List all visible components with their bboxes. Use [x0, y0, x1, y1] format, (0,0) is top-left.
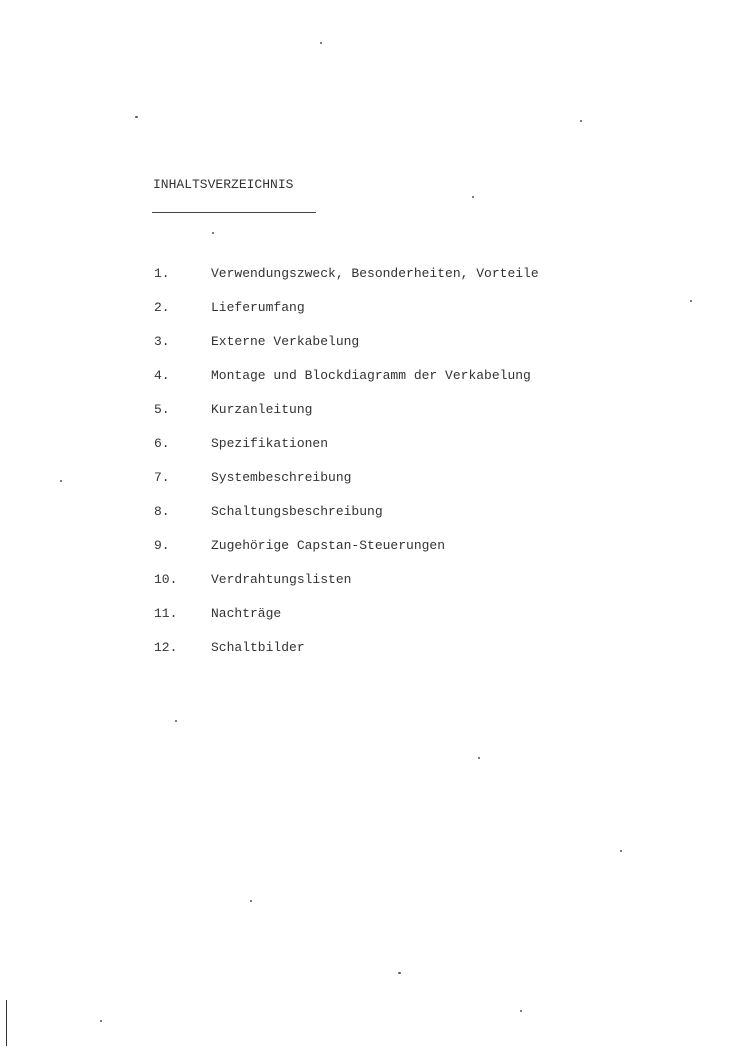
- scan-speck: [398, 972, 401, 974]
- scan-speck: [135, 116, 138, 118]
- scan-speck: [60, 480, 62, 482]
- toc-entry-number: 7.: [154, 470, 170, 485]
- toc-entry: [0, 640, 744, 660]
- toc-entry-title: Spezifikationen: [211, 436, 329, 451]
- toc-entry-title: Nachträge: [211, 606, 282, 621]
- scan-speck: [100, 1020, 102, 1022]
- toc-entry-title: Verdrahtungslisten: [211, 572, 352, 587]
- toc-entry-title: Verwendungszweck, Besonderheiten, Vorteile: [211, 266, 539, 281]
- toc-entry-number: 9.: [154, 538, 170, 553]
- toc-entry: [0, 300, 744, 320]
- scan-speck: [250, 900, 252, 902]
- scan-speck: [478, 757, 480, 759]
- scan-speck: [520, 1010, 522, 1012]
- page-title: INHALTSVERZEICHNIS: [153, 177, 294, 192]
- toc-entry: [0, 572, 744, 592]
- toc-entry-title: Zugehörige Capstan-Steuerungen: [211, 538, 446, 553]
- toc-entry-number: 10.: [154, 572, 178, 587]
- toc-entry: [0, 538, 744, 558]
- toc-entry: [0, 606, 744, 626]
- scan-speck: [212, 232, 214, 234]
- scan-speck: [690, 300, 692, 302]
- scan-speck: [472, 196, 474, 198]
- toc-entry: [0, 266, 744, 286]
- scan-speck: [320, 42, 322, 44]
- toc-entry-number: 6.: [154, 436, 170, 451]
- toc-entry: [0, 368, 744, 388]
- toc-entry-number: 12.: [154, 640, 178, 655]
- scan-speck: [620, 850, 622, 852]
- toc-entry: [0, 504, 744, 524]
- toc-entry-title: Schaltungsbeschreibung: [211, 504, 383, 519]
- toc-entry: [0, 470, 744, 490]
- toc-entry-title: Externe Verkabelung: [211, 334, 360, 349]
- scan-edge-mark: [6, 1000, 7, 1046]
- scan-speck: [175, 720, 177, 722]
- toc-entry-title: Kurzanleitung: [211, 402, 313, 417]
- toc-entry-number: 11.: [154, 606, 178, 621]
- toc-entry: [0, 436, 744, 456]
- scan-speck: [580, 120, 582, 122]
- toc-entry-title: Schaltbilder: [211, 640, 305, 655]
- toc-entry-number: 1.: [154, 266, 170, 281]
- toc-entry-number: 3.: [154, 334, 170, 349]
- toc-entry: [0, 334, 744, 354]
- toc-entry-number: 8.: [154, 504, 170, 519]
- toc-entry-number: 5.: [154, 402, 170, 417]
- toc-entry-number: 2.: [154, 300, 170, 315]
- toc-entry-title: Lieferumfang: [211, 300, 305, 315]
- toc-entry: [0, 402, 744, 422]
- toc-entry-title: Montage und Blockdiagramm der Verkabelung: [211, 368, 531, 383]
- toc-entry-title: Systembeschreibung: [211, 470, 352, 485]
- toc-entry-number: 4.: [154, 368, 170, 383]
